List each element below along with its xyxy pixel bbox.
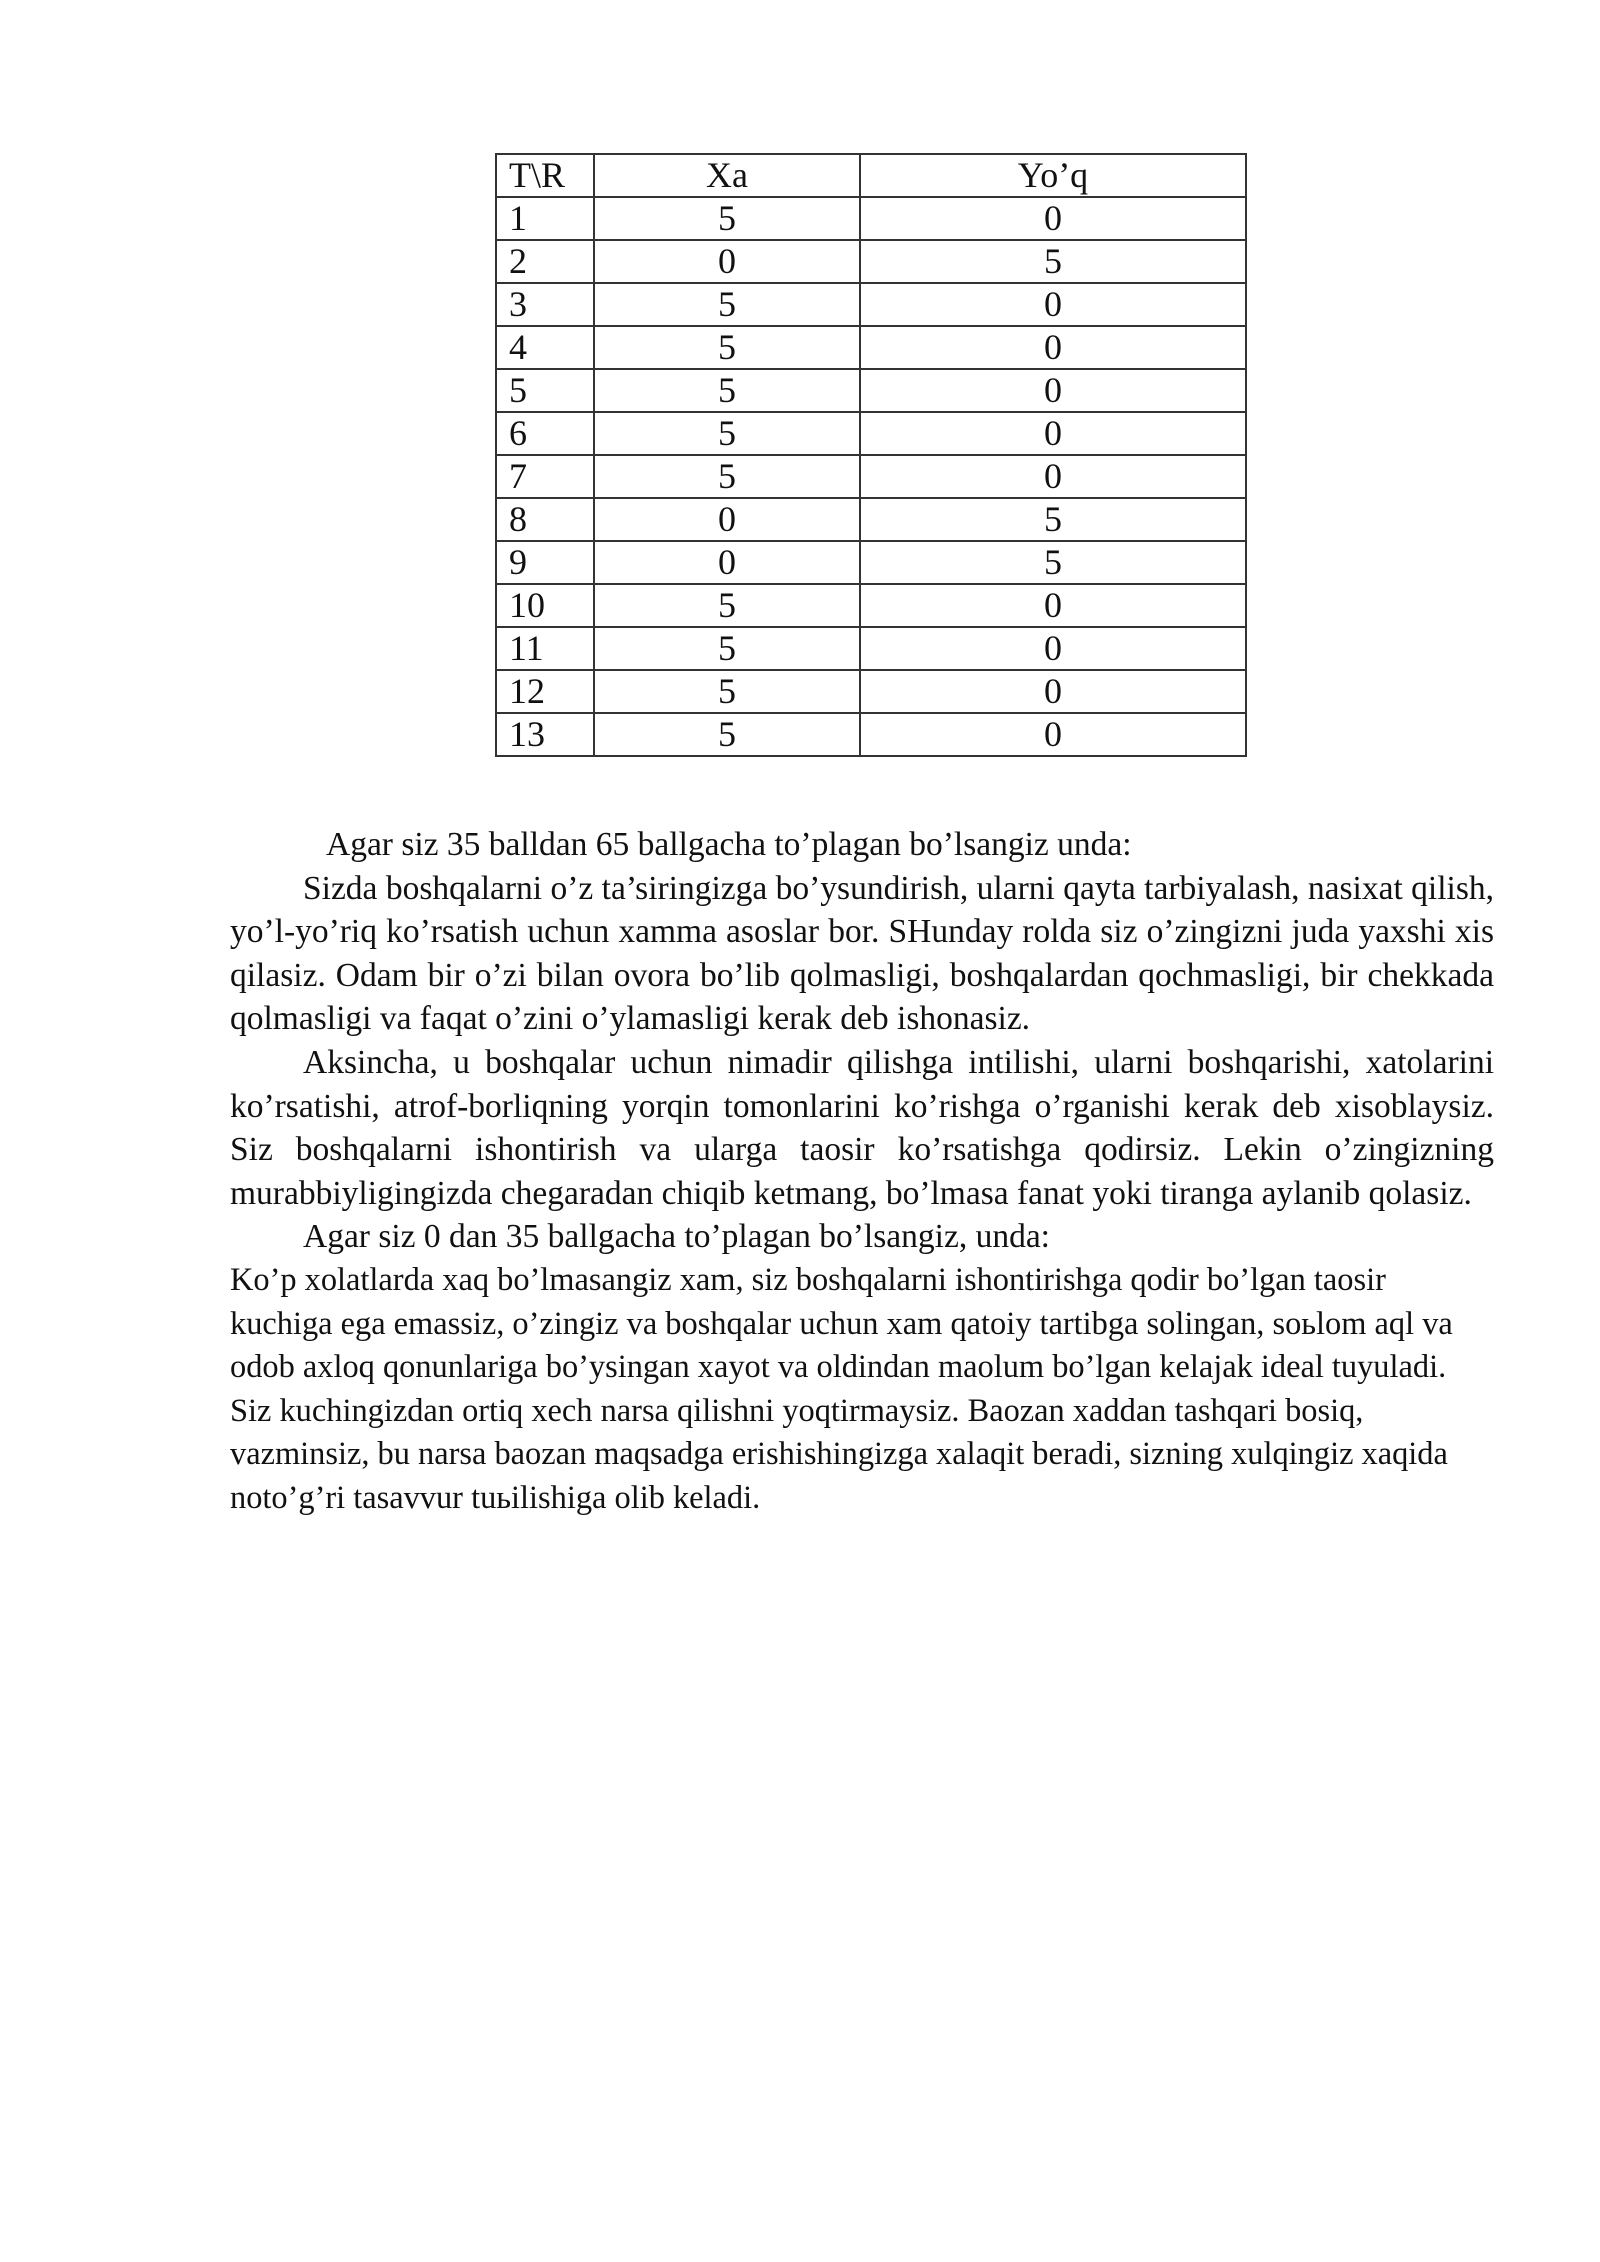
header-cell-tr: T\R [496, 154, 594, 197]
row-number-cell: 12 [496, 670, 594, 713]
body-text [230, 823, 1494, 1521]
row-number-cell: 7 [496, 455, 594, 498]
paragraph-score-0-35-body: Ko’p xolatlarda xaq bo’lmasangiz xam, siz boshqalarni ishontirishga qodir bo’lgan taosir kuchiga ega emassiz, o’zingiz va boshqalar uchun xam qatoiy tartibga solingan, soьlom aql va odob axloq qonunlariga bo’ysingan xayot va oldindan maolum bo’lgan kelajak ideal tuyuladi. Siz kuchingizdan ortiq xech narsa qilishni yoqtirmaysiz. Baozan xaddan tashqari bosiq, vazminsiz, bu narsa baozan maqsadga erishishingizga xalaqit beradi, sizning xulqingiz xaqida noto’g’ri tasavvur tuьilishiga olib keladi. [230, 1261, 1453, 1516]
row-number-cell: 4 [496, 326, 594, 369]
xa-cell: 5 [594, 627, 860, 670]
table-row [496, 283, 1246, 326]
xa-cell: 0 [594, 498, 860, 541]
table-header-row [496, 154, 1246, 197]
paragraph-score-35-65-heading: Agar siz 35 balldan 65 ballgacha to’plagan bo’lsangiz unda: [326, 826, 1132, 863]
yoq-cell: 0 [860, 197, 1246, 240]
row-number-cell: 13 [496, 713, 594, 756]
table-row [496, 541, 1246, 584]
table-row [496, 412, 1246, 455]
row-number-cell: 10 [496, 584, 594, 627]
table-row [496, 240, 1246, 283]
table-row [496, 670, 1246, 713]
table-row [496, 455, 1246, 498]
paragraph-score-35-65-body-1: Sizda boshqalarni o’z ta’siringizga bo’ysundirish, ularni qayta tarbiyalash, nasixat qilish, yo’l-yo’riq ko’rsatish uchun xamma asoslar bor. SHunday rolda siz o’zingizni juda yaxshi xis qilasiz. Odam bir o’zi bilan ovora bo’lib qolmasligi, boshqalardan qochmasligi, bir chekkada qolmasligi va faqat o’zini o’ylamasligi kerak deb ishonasiz. [230, 869, 1494, 1038]
yoq-cell: 5 [860, 498, 1246, 541]
row-number-cell: 5 [496, 369, 594, 412]
yoq-cell: 0 [860, 283, 1246, 326]
table-row [496, 498, 1246, 541]
yoq-cell: 0 [860, 412, 1246, 455]
row-number-cell: 1 [496, 197, 594, 240]
yoq-cell: 0 [860, 627, 1246, 670]
paragraph-score-35-65-body-2: Aksincha, u boshqalar uchun nimadir qilishga intilishi, ularni boshqarishi, xatolarini ko’rsatishi, atrof-borliqning yorqin tomonlarini ko’rishga o’rganishi kerak deb xisoblaysiz. Siz boshqalarni ishontirish va ularga taosir ko’rsatishga qodirsiz. Lekin o’zingizning murabbiyligingizda chegaradan chiqib ketmang, bo’lmasa fanat yoki tiranga aylanib qolasiz. [230, 1043, 1494, 1212]
table-row [496, 627, 1246, 670]
yoq-cell: 0 [860, 455, 1246, 498]
xa-cell: 5 [594, 713, 860, 756]
table-row [496, 197, 1246, 240]
table-row [496, 713, 1246, 756]
xa-cell: 5 [594, 197, 860, 240]
yoq-cell: 0 [860, 670, 1246, 713]
header-cell-xa: Xa [594, 154, 860, 197]
xa-cell: 5 [594, 326, 860, 369]
yoq-cell: 5 [860, 541, 1246, 584]
yoq-cell: 0 [860, 369, 1246, 412]
row-number-cell: 3 [496, 283, 594, 326]
row-number-cell: 11 [496, 627, 594, 670]
xa-cell: 0 [594, 240, 860, 283]
table-row [496, 584, 1246, 627]
yoq-cell: 0 [860, 584, 1246, 627]
header-cell-yoq: Yo’q [860, 154, 1246, 197]
yoq-cell: 5 [860, 240, 1246, 283]
xa-cell: 0 [594, 541, 860, 584]
yoq-cell: 0 [860, 713, 1246, 756]
row-number-cell: 6 [496, 412, 594, 455]
row-number-cell: 9 [496, 541, 594, 584]
xa-cell: 5 [594, 412, 860, 455]
xa-cell: 5 [594, 584, 860, 627]
yoq-cell: 0 [860, 326, 1246, 369]
row-number-cell: 2 [496, 240, 594, 283]
table-row [496, 369, 1246, 412]
xa-cell: 5 [594, 369, 860, 412]
score-table [495, 153, 1247, 757]
xa-cell: 5 [594, 670, 860, 713]
xa-cell: 5 [594, 283, 860, 326]
table-row [496, 326, 1246, 369]
paragraph-score-0-35-heading: Agar siz 0 dan 35 ballgacha to’plagan bo’lsangiz, unda: [303, 1218, 1050, 1256]
xa-cell: 5 [594, 455, 860, 498]
row-number-cell: 8 [496, 498, 594, 541]
